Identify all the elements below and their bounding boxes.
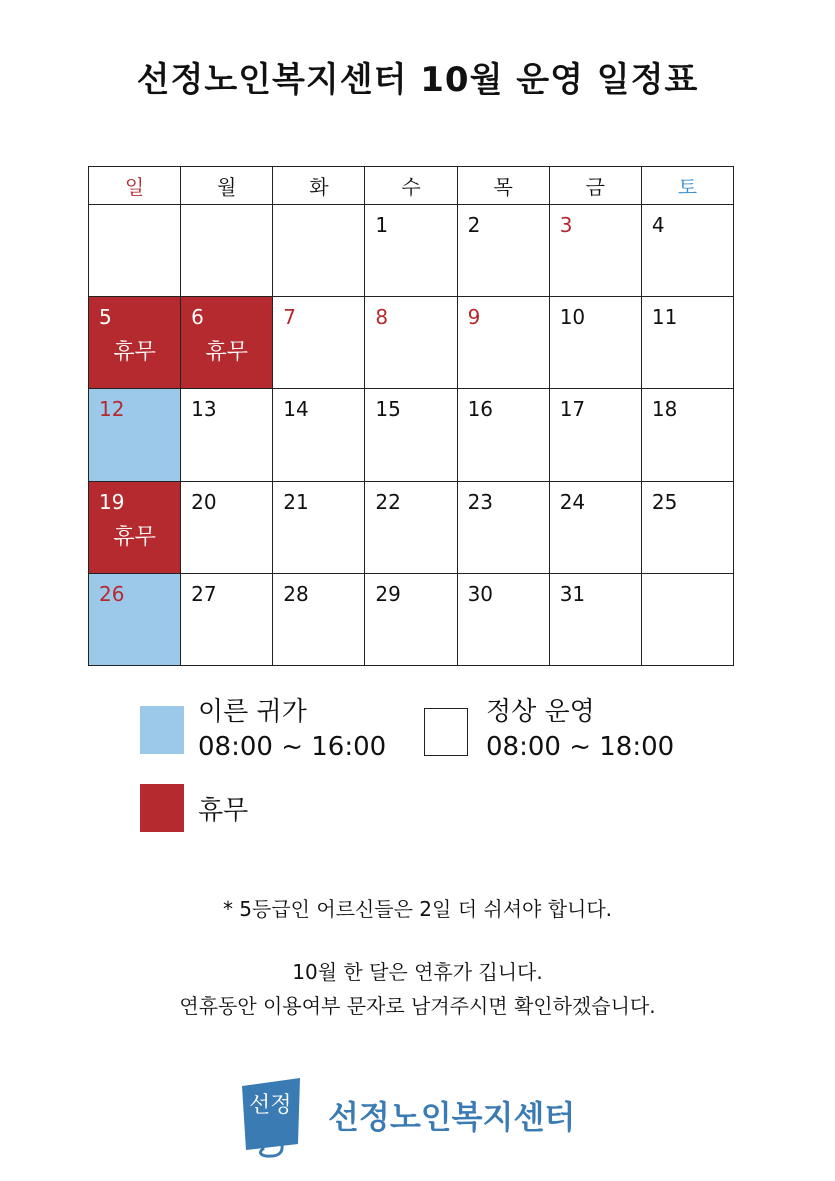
early-legend-swatch (140, 706, 184, 754)
day-closed-note: 휴무 (113, 340, 156, 366)
calendar-day-cell (89, 389, 181, 481)
day-closed-note: 휴무 (113, 524, 156, 550)
day-number: 25 (651, 489, 678, 514)
calendar-day-cell (641, 205, 733, 297)
center-logo-name: 선정노인복지센터 (328, 1098, 576, 1136)
calendar-day-cell (549, 205, 641, 297)
day-number: 6 (191, 305, 204, 330)
weekday-wed: 수 (365, 167, 457, 205)
page-title: 선정노인복지센터 10월 운영 일정표 (136, 60, 699, 100)
calendar-day-cell (549, 573, 641, 665)
calendar-day-cell (89, 573, 181, 665)
calendar-day-cell (365, 297, 457, 389)
calendar-day-cell (365, 573, 457, 665)
day-number: 10 (559, 305, 586, 330)
normal-legend-label: 정상 운영 (486, 697, 595, 727)
day-number: 21 (283, 489, 309, 514)
weekday-sat: 토 (641, 167, 733, 205)
calendar-day-cell (457, 205, 549, 297)
calendar-day-cell (273, 389, 365, 481)
day-number: 27 (191, 581, 217, 606)
calendar-day-cell (273, 481, 365, 573)
calendar-week-row (89, 481, 734, 573)
calendar-day-cell (273, 297, 365, 389)
note-long-holiday: 10월 한 달은 연휴가 깁니다. (292, 960, 543, 984)
calendar-day-cell (89, 481, 181, 573)
calendar-day-cell (89, 297, 181, 389)
weekday-header-row (89, 167, 734, 205)
center-logo-icon (236, 1078, 312, 1158)
day-number: 3 (559, 213, 573, 237)
calendar-day-cell (273, 205, 365, 297)
calendar-day-cell (641, 389, 733, 481)
normal-legend-hours: 08:00 ~ 18:00 (486, 732, 675, 762)
day-number: 23 (467, 489, 494, 514)
calendar-day-cell (641, 573, 733, 665)
calendar-week-row (89, 205, 734, 297)
day-number: 15 (375, 397, 401, 422)
calendar-day-cell (549, 389, 641, 481)
day-number: 18 (651, 397, 678, 422)
day-number: 9 (467, 305, 481, 330)
weekday-fri: 금 (549, 167, 641, 205)
day-number: 13 (191, 397, 217, 422)
day-number: 1 (375, 213, 389, 237)
day-closed-note: 휴무 (205, 340, 248, 366)
day-number: 8 (375, 305, 389, 330)
day-number: 4 (651, 213, 665, 237)
normal-legend-swatch (424, 708, 468, 756)
day-number: 31 (559, 581, 586, 606)
calendar-day-cell (549, 297, 641, 389)
day-number: 7 (283, 305, 297, 330)
calendar-week-row (89, 389, 734, 481)
day-number: 22 (375, 489, 401, 514)
calendar-day-cell (641, 481, 733, 573)
day-number: 17 (559, 397, 586, 422)
weekday-thu: 목 (457, 167, 549, 205)
closed-legend-label: 휴무 (198, 796, 249, 826)
calendar-day-cell (365, 481, 457, 573)
calendar-day-cell (181, 481, 273, 573)
calendar-day-cell (273, 573, 365, 665)
day-number: 19 (99, 489, 125, 514)
logo-mark-text: 선정 (249, 1093, 292, 1118)
note-grade5: * 5등급인 어르신들은 2일 더 쉬셔야 합니다. (222, 897, 613, 921)
day-number: 20 (191, 489, 217, 514)
calendar-day-cell (181, 205, 273, 297)
day-number: 2 (467, 213, 481, 237)
day-number: 11 (651, 305, 678, 330)
calendar-week-row (89, 573, 734, 665)
note-contact: 연휴동안 이용여부 문자로 남겨주시면 확인하겠습니다. (179, 994, 656, 1018)
early-legend-label: 이른 귀가 (198, 697, 307, 727)
calendar-day-cell (181, 297, 273, 389)
calendar-day-cell (457, 297, 549, 389)
day-number: 29 (375, 581, 401, 606)
calendar-day-cell (457, 573, 549, 665)
early-legend-hours: 08:00 ~ 16:00 (198, 732, 387, 762)
calendar-day-cell (641, 297, 733, 389)
day-number: 14 (283, 397, 309, 422)
weekday-mon: 월 (181, 167, 273, 205)
day-number: 12 (99, 397, 125, 422)
closed-legend-swatch (140, 784, 184, 832)
weekday-tue: 화 (273, 167, 365, 205)
calendar-day-cell (457, 389, 549, 481)
calendar-day-cell (549, 481, 641, 573)
calendar-day-cell (181, 573, 273, 665)
calendar-day-cell (365, 389, 457, 481)
day-number: 24 (559, 489, 586, 514)
weekday-sun: 일 (89, 167, 181, 205)
day-number: 30 (467, 581, 494, 606)
day-number: 16 (467, 397, 494, 422)
calendar-table (88, 166, 734, 666)
calendar-day-cell (457, 481, 549, 573)
calendar-week-row (89, 297, 734, 389)
calendar-day-cell (89, 205, 181, 297)
day-number: 5 (99, 305, 112, 330)
day-number: 28 (283, 581, 309, 606)
calendar-day-cell (181, 389, 273, 481)
day-number: 26 (99, 581, 125, 606)
calendar-day-cell (365, 205, 457, 297)
